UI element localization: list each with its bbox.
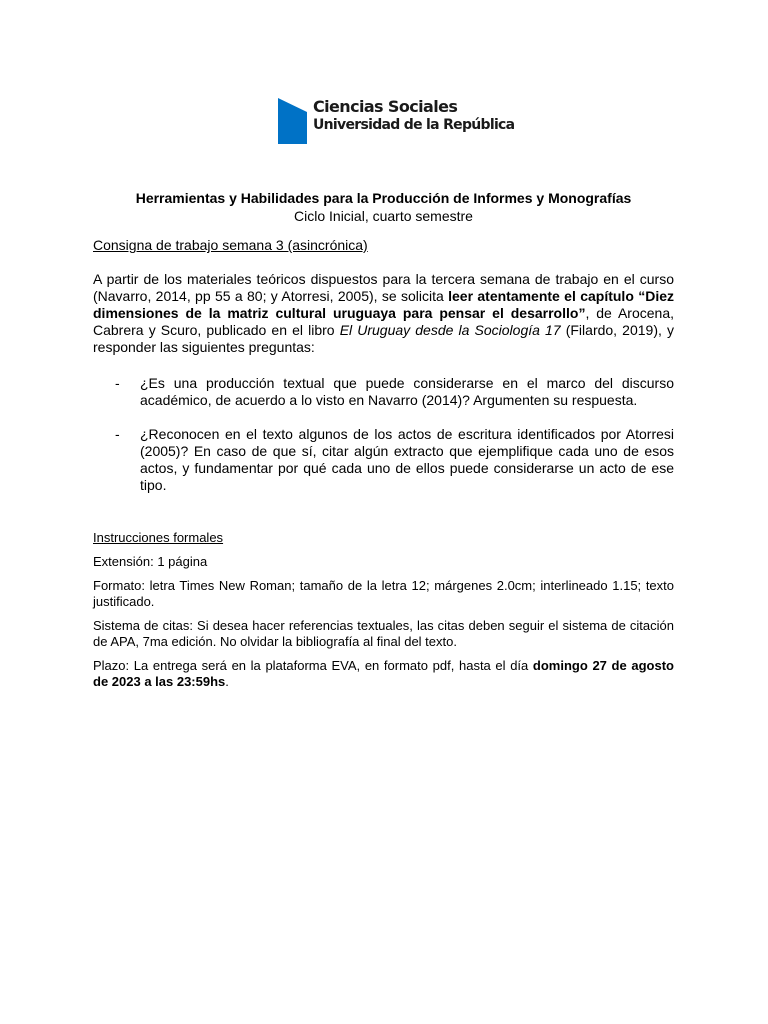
- document-title: Herramientas y Habilidades para la Producción de Informes y Monografías: [135, 190, 632, 206]
- logo-line-faculty: Ciencias Sociales: [313, 97, 458, 116]
- document-body: [93, 190, 674, 690]
- intro-bold-chapter: leer atentamente el capítulo “Diez dimensiones de la matriz cultural uruguaya para pensar el desarrollo”: [93, 288, 674, 321]
- format-instruction: Formato: letra Times New Roman; tamaño de la letra 12; márgenes 2.0cm; interlineado 1.15; texto justificado.: [93, 578, 674, 609]
- deadline-date: domingo 27 de agosto de 2023 a las 23:59hs: [93, 658, 674, 689]
- formal-instructions: [93, 530, 674, 690]
- deadline-suffix: .: [225, 674, 229, 689]
- list-item: [93, 426, 674, 494]
- question-text: ¿Es una producción textual que puede considerarse en el marco del discurso académico, de acuerdo a lo visto en Navarro (2014)? Argumenten su respuesta.: [140, 375, 674, 408]
- question-text: ¿Reconocen en el texto algunos de los actos de escritura identificados por Atorresi (2005)? En caso de que sí, citar algún extracto que ejemplifique cada uno de esos actos, y fundamentar por qué cada uno de ellos puede considerarse un acto de ese tipo.: [140, 426, 674, 493]
- extension-instruction: Extensión: 1 página: [93, 554, 208, 569]
- bullet-dash: -: [115, 375, 120, 391]
- deadline-instruction: [93, 658, 674, 690]
- question-list: [93, 375, 674, 494]
- formal-instructions-heading: Instrucciones formales: [93, 530, 224, 545]
- citation-instruction: Sistema de citas: Si desea hacer referencias textuales, las citas deben seguir el sistema de citación de APA, 7ma edición. No olvidar la bibliografía al final del texto.: [93, 618, 674, 649]
- logo-mark-icon: [278, 98, 307, 144]
- intro-paragraph: [93, 271, 674, 356]
- intro-text-1: A partir de los materiales teóricos dispuestos para la tercera semana de trabajo en el curso (Navarro, 2014, pp 55 a 80; y Atorresi, 2005), se solicita: [93, 271, 674, 304]
- logo-line-university: Universidad de la República: [313, 117, 515, 133]
- intro-text-2: , de Arocena, Cabrera y Scuro, publicado en el libro: [93, 305, 674, 338]
- bullet-dash: -: [115, 426, 120, 442]
- logo-text: [313, 98, 514, 132]
- document-subtitle: Ciclo Inicial, cuarto semestre: [294, 208, 473, 224]
- intro-text-3: (Filardo, 2019), y responder las siguientes preguntas:: [93, 322, 674, 355]
- deadline-text: Plazo: La entrega será en la plataforma EVA, en formato pdf, hasta el día: [93, 658, 533, 673]
- list-item: [93, 375, 674, 409]
- intro-italic-book: El Uruguay desde la Sociología 17: [339, 322, 561, 338]
- institution-logo: [278, 98, 514, 144]
- section-heading: Consigna de trabajo semana 3 (asincrónica): [93, 237, 368, 253]
